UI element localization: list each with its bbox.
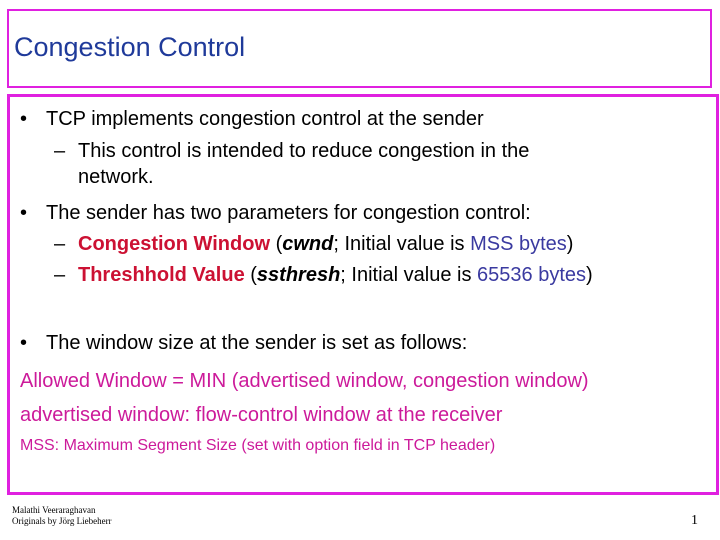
ssthresh-abbr: ssthresh — [256, 264, 341, 286]
bullet-text: The sender has two parameters for congestion control: — [46, 202, 531, 224]
cwnd-value: MSS bytes — [470, 233, 567, 255]
cwnd-close: ) — [566, 233, 574, 255]
dash-marker: – — [54, 140, 66, 162]
mss-note: MSS: Maximum Segment Size (set with option field in TCP header) — [20, 437, 496, 454]
bullet-text: TCP implements congestion control at the sender — [46, 108, 484, 130]
cwnd-abbr: cwnd — [282, 233, 334, 255]
advertised-window-definition: advertised window: flow-control window at the receiver — [20, 404, 503, 426]
page-number: 1 — [691, 513, 698, 528]
ssthresh-value: 65536 bytes — [477, 264, 587, 286]
cwnd-mid: ; Initial value is — [333, 233, 471, 255]
ssthresh-line — [78, 263, 593, 287]
footer-author: Malathi Veeraraghavan — [12, 505, 96, 515]
bullet-marker: • — [20, 108, 28, 130]
footer-originals: Originals by Jörg Liebeherr — [12, 516, 112, 526]
sub-item-text: This control is intended to reduce congestion in the — [78, 140, 530, 162]
cwnd-line — [78, 232, 573, 256]
ssthresh-close: ) — [586, 264, 593, 286]
ssthresh-open: ( — [244, 264, 257, 286]
dash-marker: – — [54, 233, 66, 255]
ssthresh-label: Threshhold Value — [78, 264, 245, 286]
cwnd-open: ( — [270, 233, 283, 255]
slide-title: Congestion Control — [14, 32, 246, 62]
dash-marker: – — [54, 264, 66, 286]
ssthresh-mid: ; Initial value is — [340, 264, 478, 286]
allowed-window-formula: Allowed Window = MIN (advertised window, congestion window) — [20, 370, 589, 392]
bullet-marker: • — [20, 202, 28, 224]
sub-item-continuation: network. — [78, 166, 154, 188]
bullet-text: The window size at the sender is set as follows: — [46, 332, 468, 354]
bullet-marker: • — [20, 332, 28, 354]
cwnd-label: Congestion Window — [78, 233, 271, 255]
